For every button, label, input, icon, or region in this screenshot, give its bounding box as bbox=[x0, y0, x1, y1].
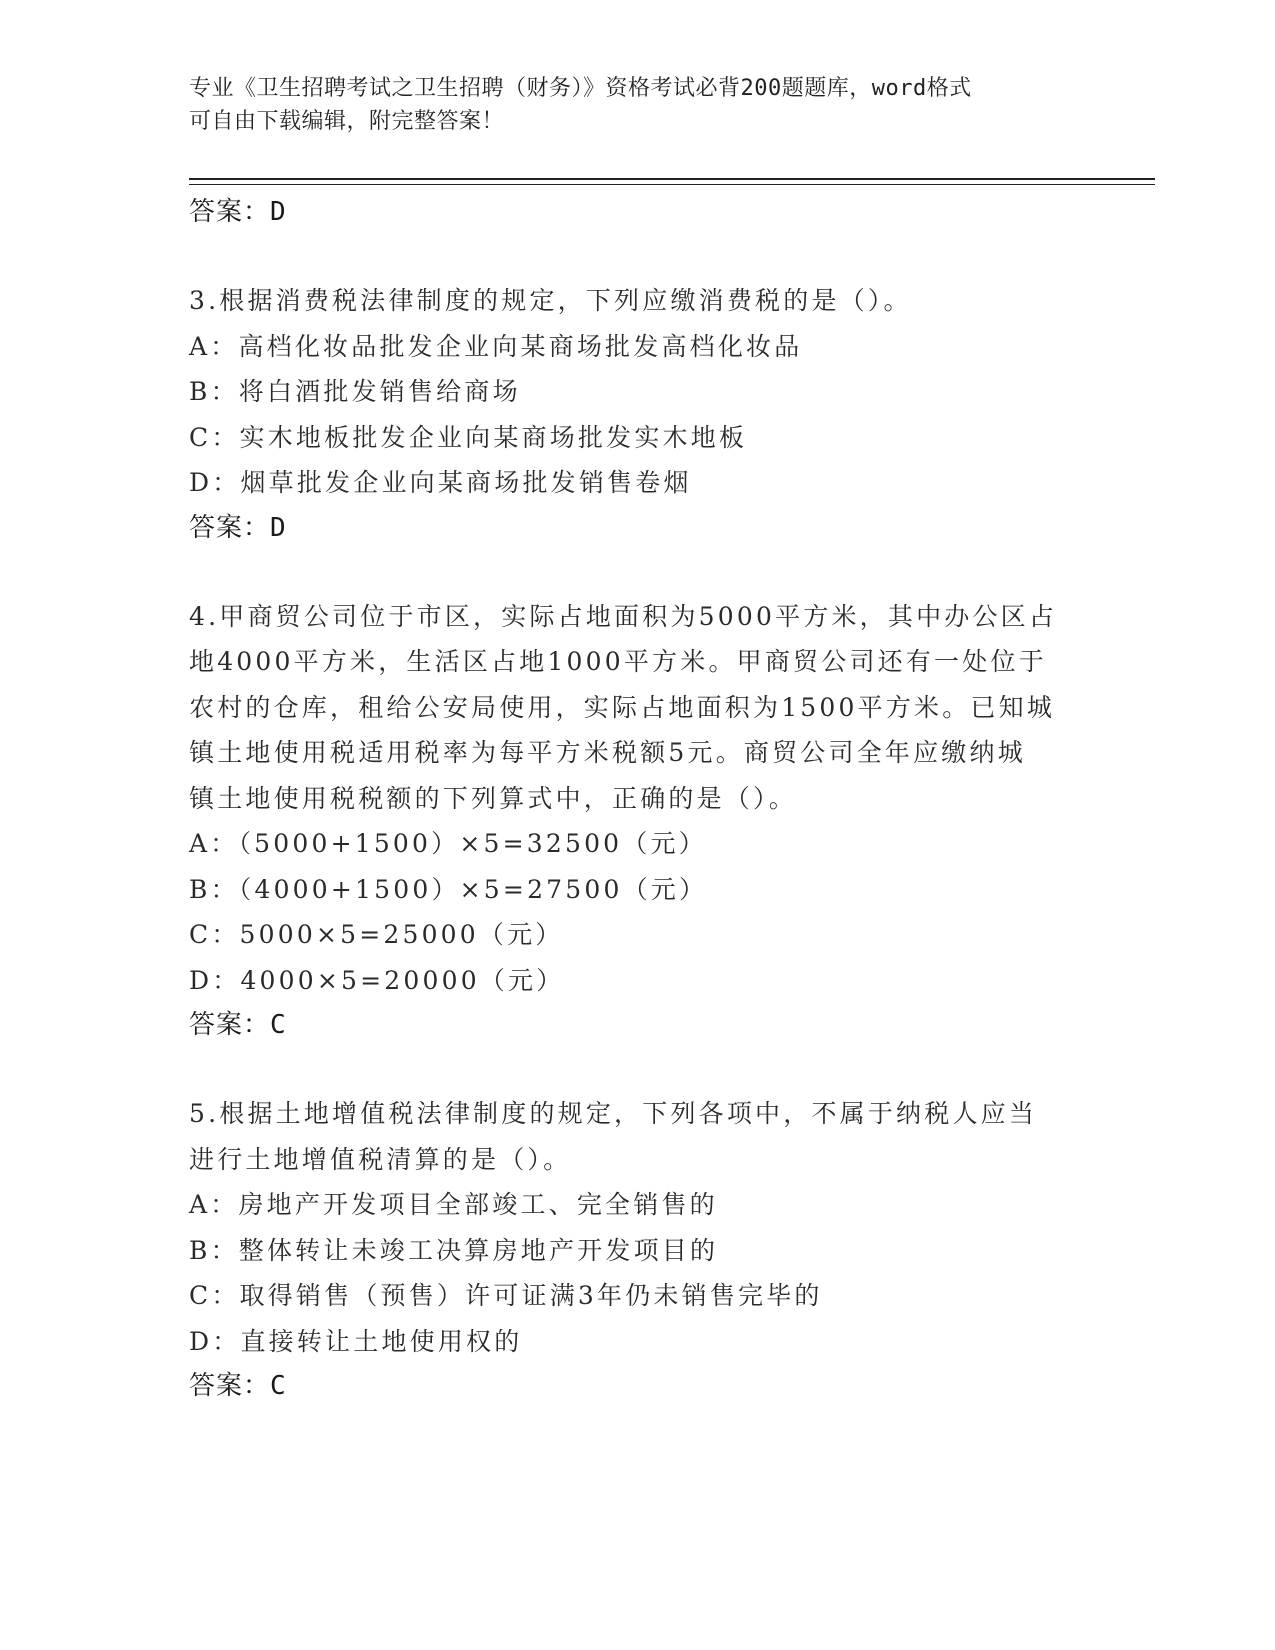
document-body bbox=[189, 190, 1089, 1408]
option-a: A：（5000+1500）×5=32500（元） bbox=[189, 829, 707, 858]
option-b: B：将白酒批发销售给商场 bbox=[189, 377, 521, 406]
header-line-2: 可自由下载编辑，附完整答案！ bbox=[189, 109, 505, 134]
option-c: C：5000×5=25000（元） bbox=[189, 920, 564, 949]
question-line: 地4000平方米，生活区占地1000平方米。甲商贸公司还有一处位于 bbox=[189, 647, 1047, 676]
option-c: C：实木地板批发企业向某商场批发实木地板 bbox=[189, 422, 748, 452]
previous-answer: 答案：D bbox=[189, 197, 287, 227]
question-line: 4.甲商贸公司位于市区，实际占地面积为5000平方米，其中办公区占 bbox=[189, 601, 1058, 631]
option-c: C：取得销售（预售）许可证满3年仍未销售完毕的 bbox=[189, 1281, 823, 1310]
option-a: A：高档化妆品批发企业向某商场批发高档化妆品 bbox=[189, 331, 803, 361]
question-line: 3.根据消费税法律制度的规定，下列应缴消费税的是（）。 bbox=[189, 286, 912, 315]
question-block-4 bbox=[189, 594, 1089, 1048]
answer: 答案：C bbox=[189, 1371, 287, 1401]
option-d: D：直接转让土地使用权的 bbox=[189, 1326, 523, 1356]
question-block-5 bbox=[189, 1091, 1089, 1408]
question-text bbox=[189, 1091, 1089, 1182]
answer: 答案：D bbox=[189, 512, 287, 543]
header-divider-thin bbox=[189, 184, 1155, 185]
option-a: A：房地产开发项目全部竣工、完全销售的 bbox=[189, 1190, 718, 1219]
option-b: B：（4000+1500）×5=27500（元） bbox=[189, 874, 708, 904]
question-text bbox=[189, 278, 1089, 324]
question-line: 进行土地增值税清算的是（）。 bbox=[189, 1144, 572, 1174]
header-line-1: 专业《卫生招聘考试之卫生招聘（财务）》资格考试必背200题题库，word格式 bbox=[189, 76, 972, 101]
question-text bbox=[189, 594, 1089, 822]
question-block-3 bbox=[189, 278, 1089, 550]
question-line: 镇土地使用税适用税率为每平方米税额5元。商贸公司全年应缴纳城 bbox=[189, 738, 1026, 767]
option-d: D：4000×5=20000（元） bbox=[189, 965, 565, 995]
option-d: D：烟草批发企业向某商场批发销售卷烟 bbox=[189, 468, 692, 497]
document-header bbox=[189, 72, 1069, 138]
option-b: B：整体转让未竣工决算房地产开发项目的 bbox=[189, 1235, 719, 1265]
answer: 答案：C bbox=[189, 1010, 287, 1040]
question-line: 5.根据土地增值税法律制度的规定，下列各项中，不属于纳税人应当 bbox=[189, 1099, 1038, 1128]
question-line: 农村的仓库，租给公安局使用，实际占地面积为1500平方米。已知城 bbox=[189, 692, 1056, 722]
header-divider-thick bbox=[189, 178, 1155, 180]
question-line: 镇土地使用税税额的下列算式中，正确的是（）。 bbox=[189, 783, 797, 813]
